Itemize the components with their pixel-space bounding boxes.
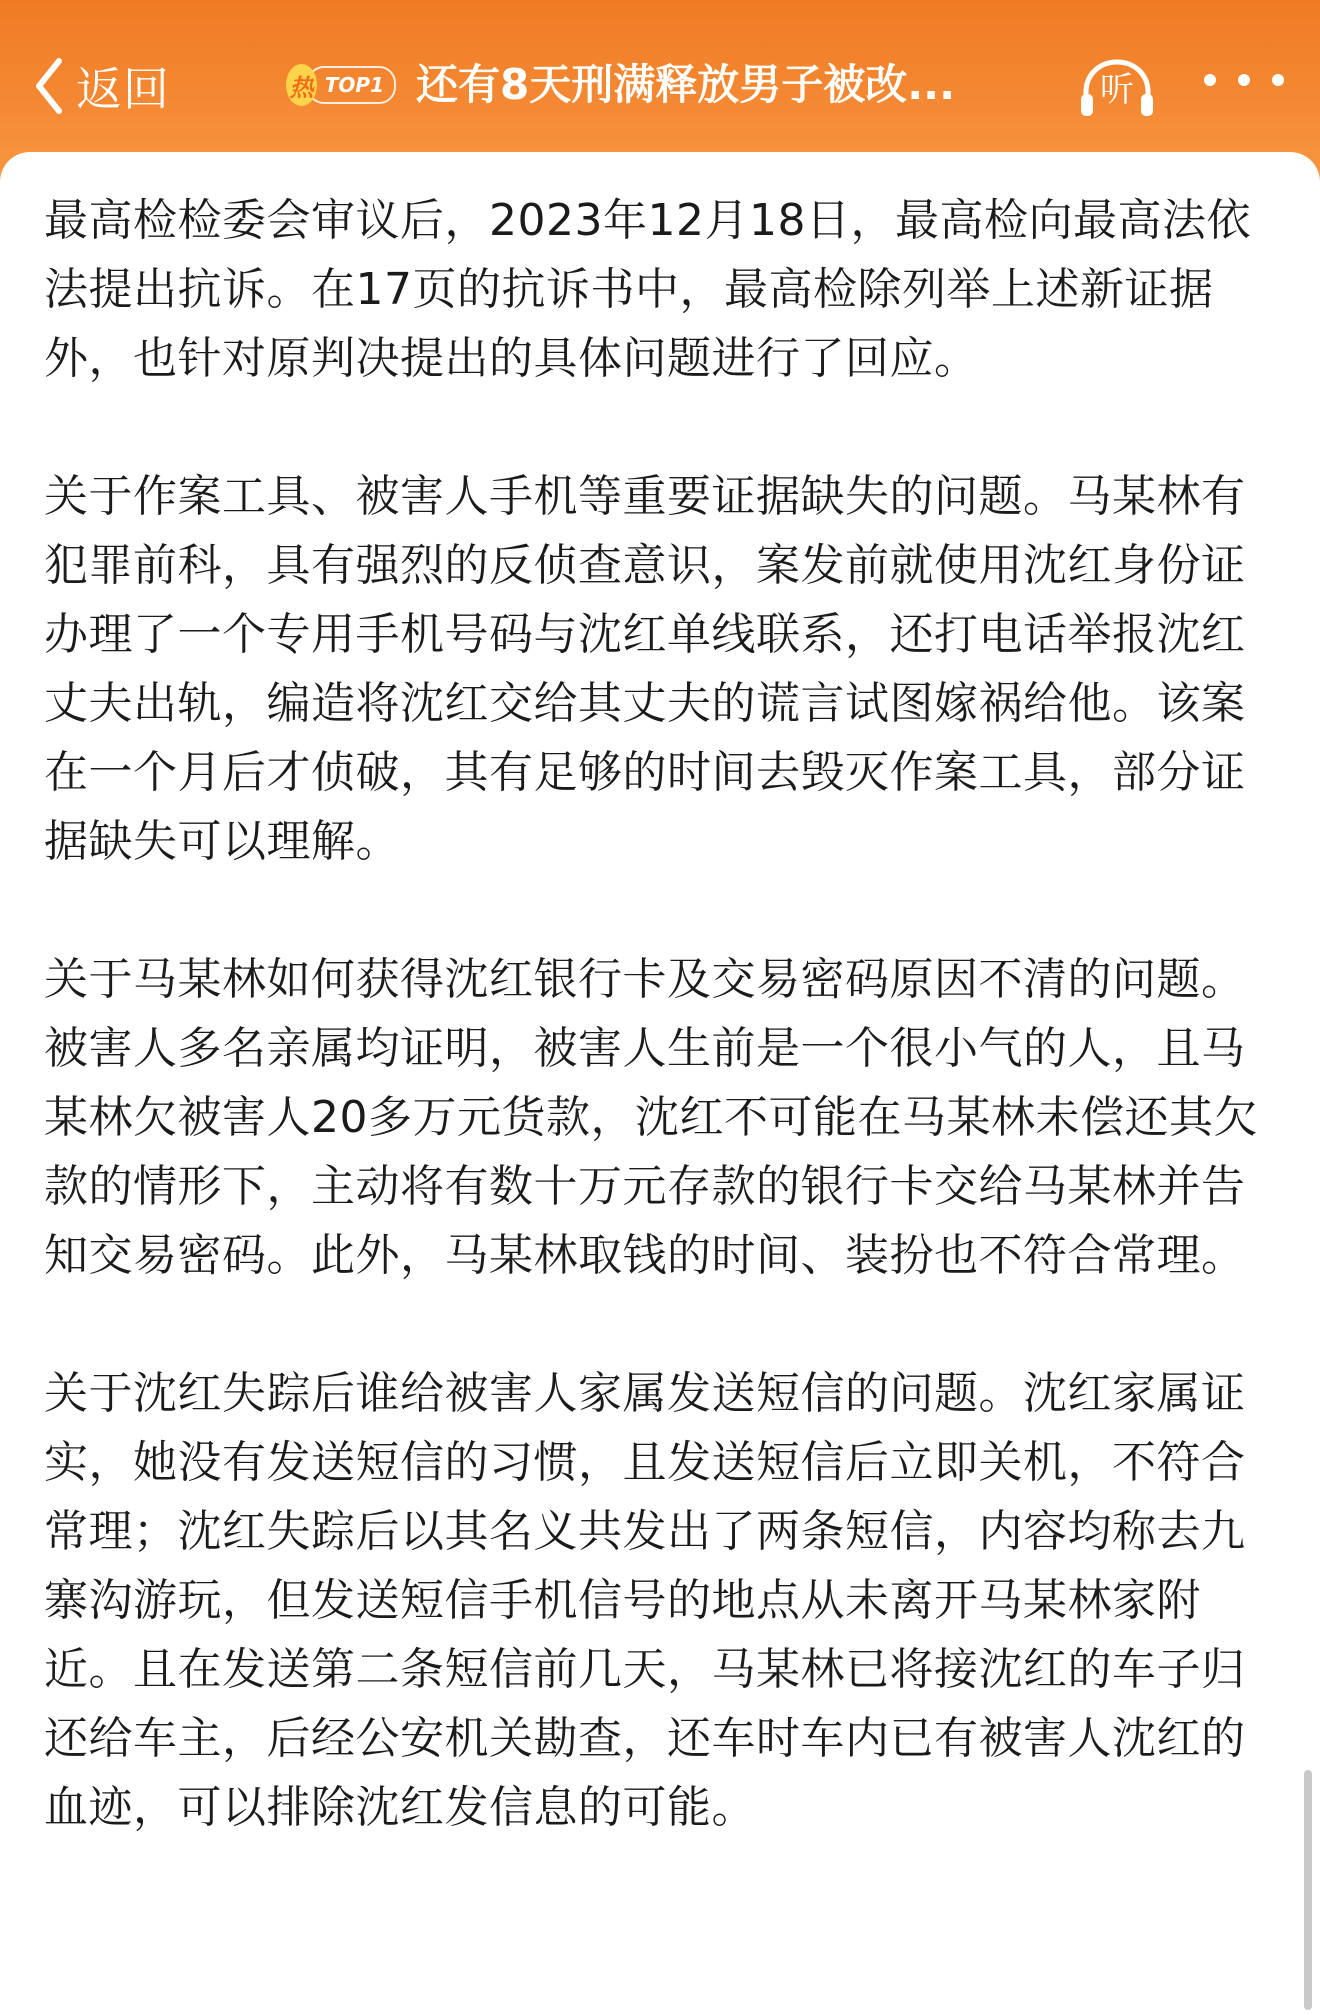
scrollbar[interactable] <box>1304 1770 1312 2010</box>
back-button[interactable] <box>34 52 170 120</box>
article-body <box>44 186 1284 1911</box>
more-dot-icon <box>1238 74 1250 86</box>
chevron-left-icon <box>34 57 64 115</box>
rank-label: TOP1 <box>307 66 396 104</box>
back-label: 返回 <box>76 62 170 116</box>
article-paragraph: 关于马某林如何获得沈红银行卡及交易密码原因不清的问题。被害人多名亲属均证明，被害人生前是一个很小气的人，且马某林欠被害人20多万元货款，沈红不可能在马某林未偿还其欠款的情形下，主动将有数十万元存款的银行卡交给马某林并告知交易密码。此外，马某林取钱的时间、装扮也不符合常理。 <box>44 954 1258 1281</box>
article-paragraph: 关于沈红失踪后谁给被害人家属发送短信的问题。沈红家属证实，她没有发送短信的习惯，且发送短信后立即关机，不符合常理；沈红失踪后以其名义共发出了两条短信，内容均称去九寨沟游玩，但发送短信手机信号的地点从未离开马某林家附近。且在发送第二条短信前几天，马某林已将接沈红的车子归还给车主，后经公安机关勘查，还车时车内已有被害人沈红的血迹，可以排除沈红发信息的可能。 <box>44 1368 1246 1833</box>
listen-label: 听 <box>1100 70 1134 110</box>
hot-icon: 热 <box>286 64 317 106</box>
article-paragraph: 关于作案工具、被害人手机等重要证据缺失的问题。马某林有犯罪前科，具有强烈的反侦查意识，案发前就使用沈红身份证办理了一个专用手机号码与沈红单线联系，还打电话举报沈红丈夫出轨，编造将沈红交给其丈夫的谎言试图嫁祸给他。该案在一个月后才侦破，其有足够的时间去毁灭作案工具，部分证据缺失可以理解。 <box>44 471 1246 867</box>
article-paragraph: 最高检检委会审议后，2023年12月18日，最高检向最高法依法提出抗诉。在17页的抗诉书中，最高检除列举上述新证据外，也针对原判决提出的具体问题进行了回应。 <box>44 195 1251 384</box>
more-dot-icon <box>1272 74 1284 86</box>
more-dot-icon <box>1204 74 1216 86</box>
article-content <box>0 152 1320 2015</box>
more-button[interactable] <box>1204 60 1284 100</box>
page-title: 还有8天刑满释放男子被改... <box>416 60 956 109</box>
hot-rank-badge <box>286 63 396 107</box>
listen-button[interactable] <box>1078 56 1156 120</box>
